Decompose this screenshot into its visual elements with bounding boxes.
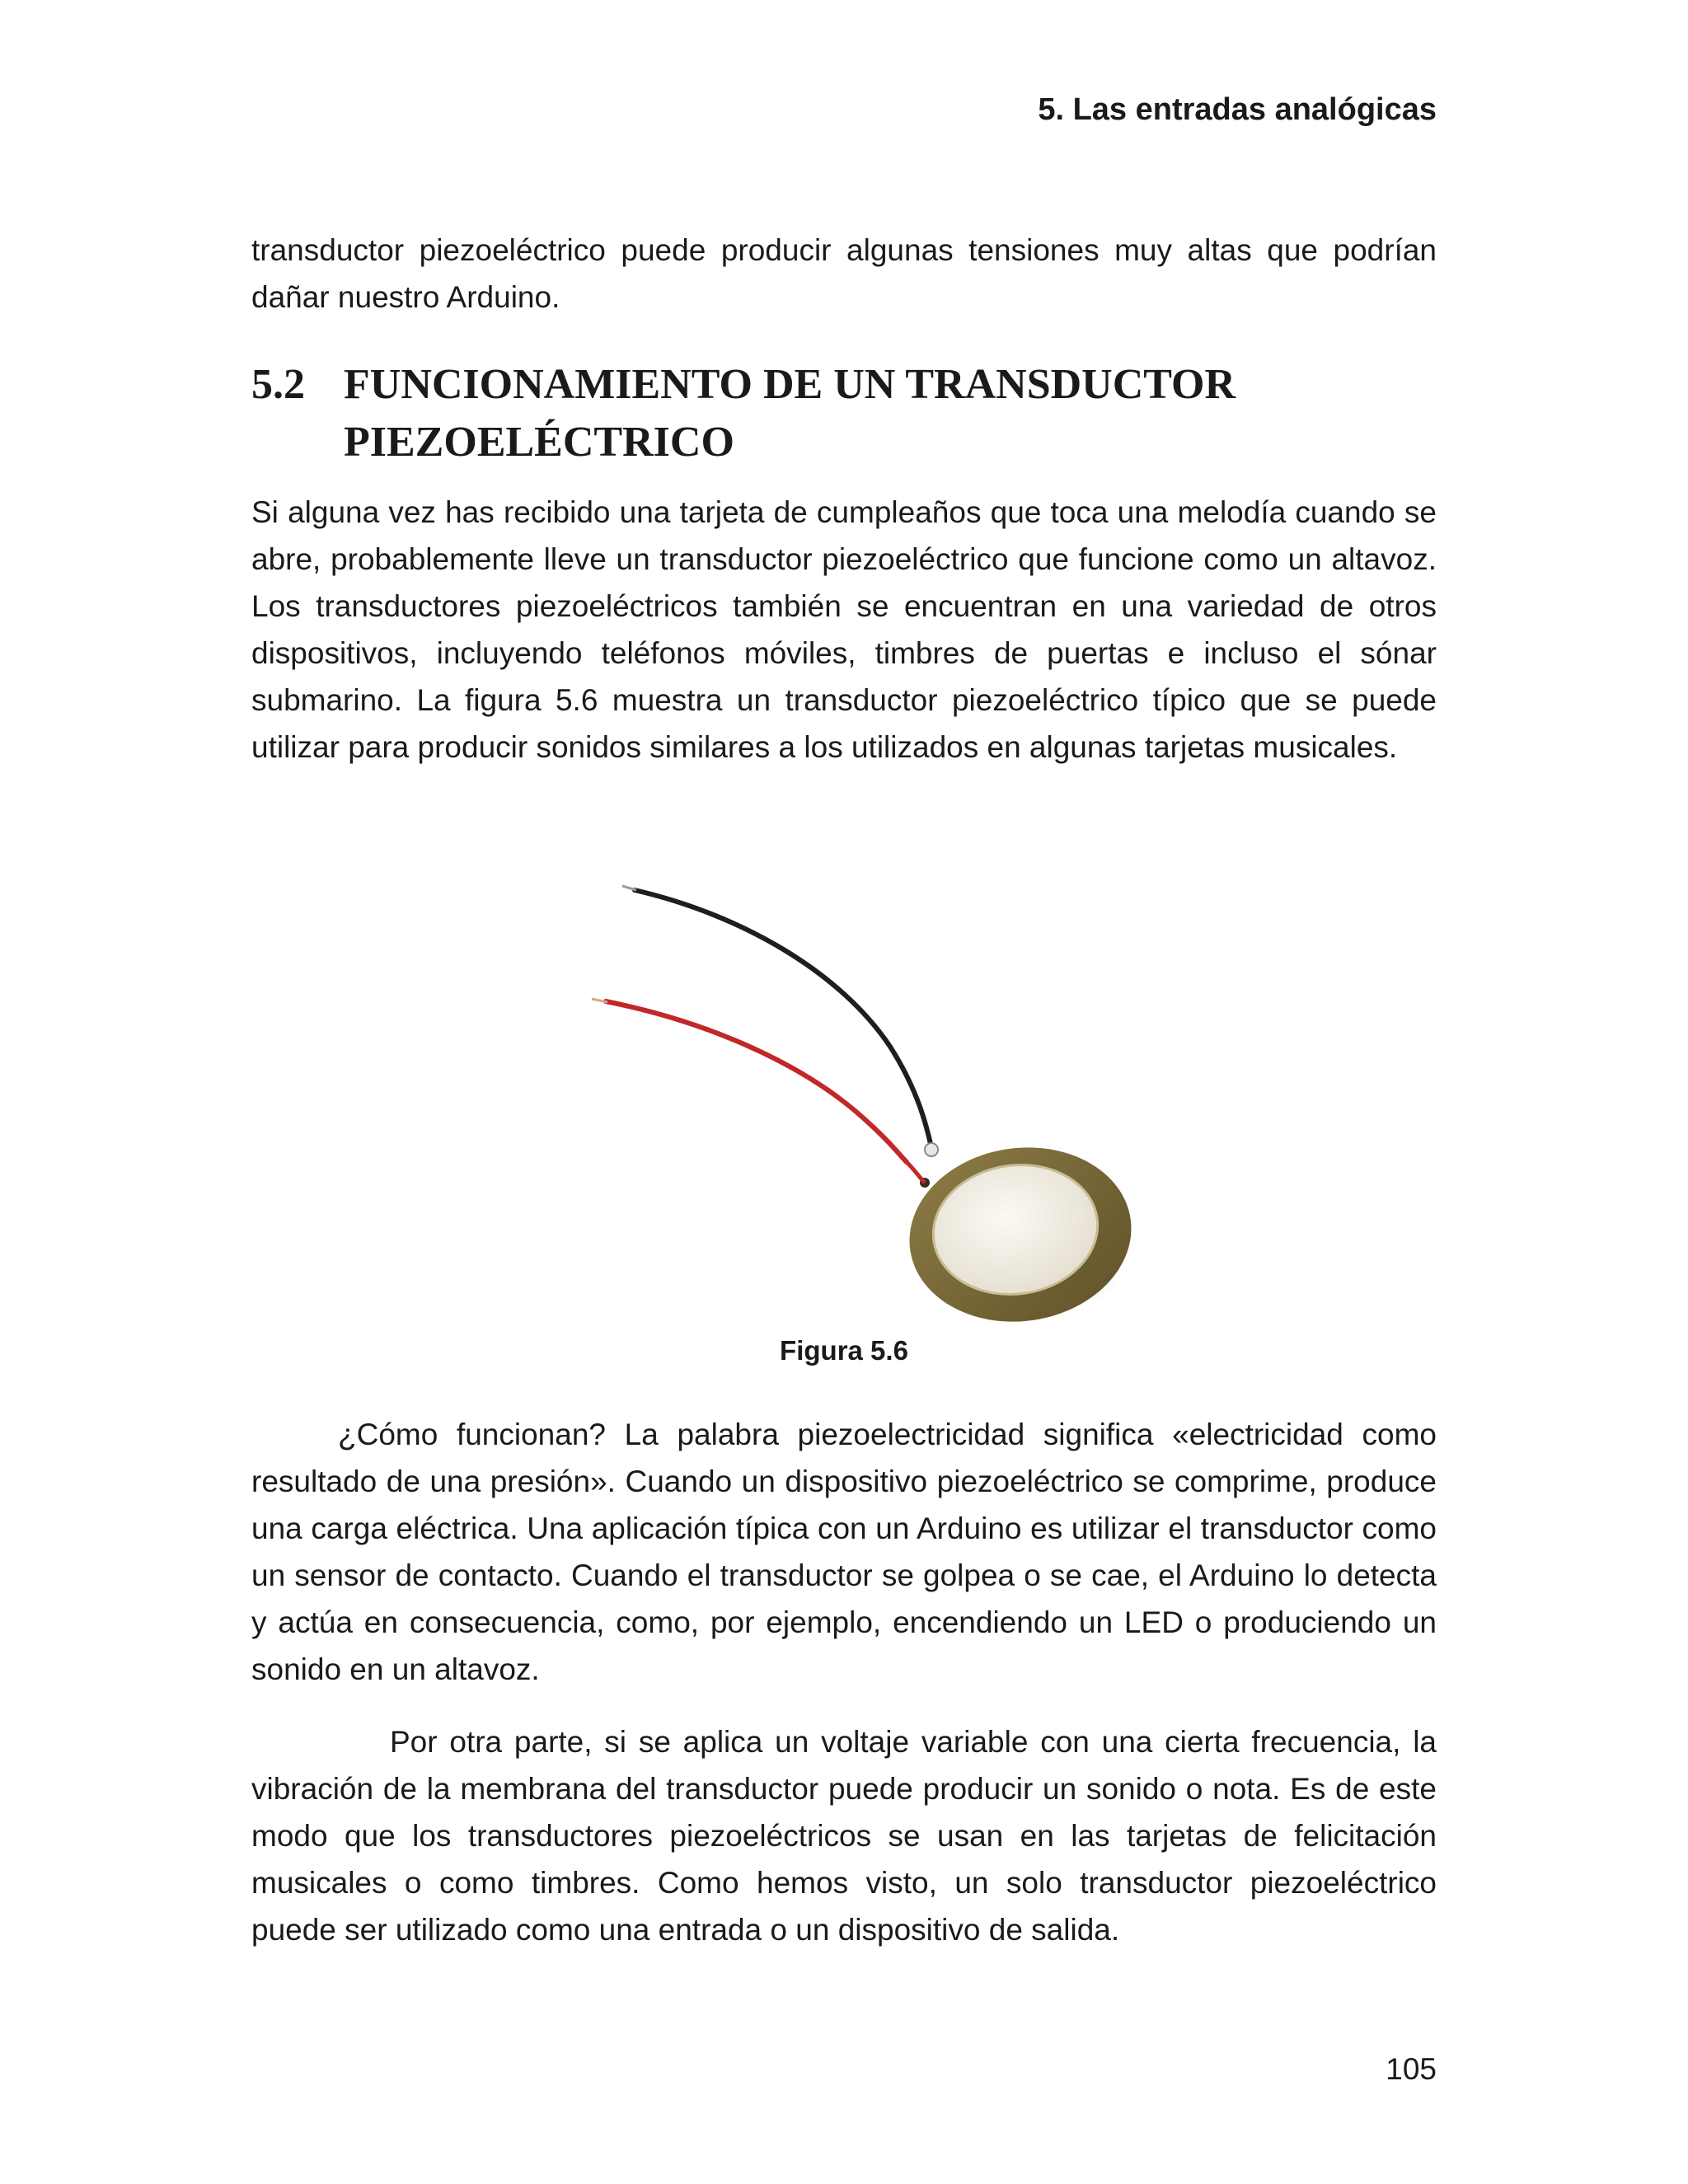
figure-caption: Figura 5.6 (780, 1335, 908, 1366)
piezo-transducer-illustration (544, 857, 1137, 1327)
paragraph-1: Si alguna vez has recibido una tarjeta de cumpleaños que toca una melodía cuando se abre, probablemente lleve un transductor piezoeléctrico que funcione como un altavoz. Los transductores piezoeléctricos también se encuentran en una variedad de otros dispositivos, incluyendo teléfonos móviles, timbres de puertas e incluso el sónar submarino. La figura 5.6 muestra un transductor piezoeléctrico típico que se puede utilizar para producir sonidos similares a los utilizados en algunas tarjetas musicales. (251, 495, 1437, 764)
section-heading (251, 356, 1437, 471)
section-title: FUNCIONAMIENTO DE UN TRANSDUCTOR PIEZOELÉCTRICO (344, 361, 1236, 466)
running-header: 5. Las entradas analógicas (1038, 92, 1437, 127)
paragraph-2: ¿Cómo funcionan? La palabra piezoelectricidad significa «electricidad como resultado de una presión». Cuando un dispositivo piezoeléctrico se comprime, produce una carga eléctrica. Una aplicación típica con un Arduino es utilizar el transductor como un sensor de contacto. Cuando el transductor se golpea o se cae, el Arduino lo detecta y actúa en consecuencia, como, por ejemplo, encendiendo un LED o produciendo un sonido en un altavoz. (251, 1418, 1437, 1686)
paragraph-3: Por otra parte, si se aplica un voltaje variable con una cierta frecuencia, la vibración de la membrana del transductor puede producir un sonido o nota. Es de este modo que los transductores piezoeléctricos se usan en las tarjetas de felicitación musicales o como timbres. Como hemos visto, un solo transductor piezoeléctrico puede ser utilizado como una entrada o un dispositivo de salida. (251, 1725, 1437, 1947)
red-wire-end (907, 1162, 925, 1183)
figure-piezo-transducer (544, 857, 1137, 1327)
red-wire (606, 1001, 907, 1162)
page-number: 105 (1386, 2052, 1437, 2086)
intro-paragraph: transductor piezoeléctrico puede producir algunas tensiones muy altas que podrían dañar nuestro Arduino. (251, 233, 1437, 314)
solder-point-black (925, 1143, 938, 1156)
section-number: 5.2 (251, 361, 305, 408)
